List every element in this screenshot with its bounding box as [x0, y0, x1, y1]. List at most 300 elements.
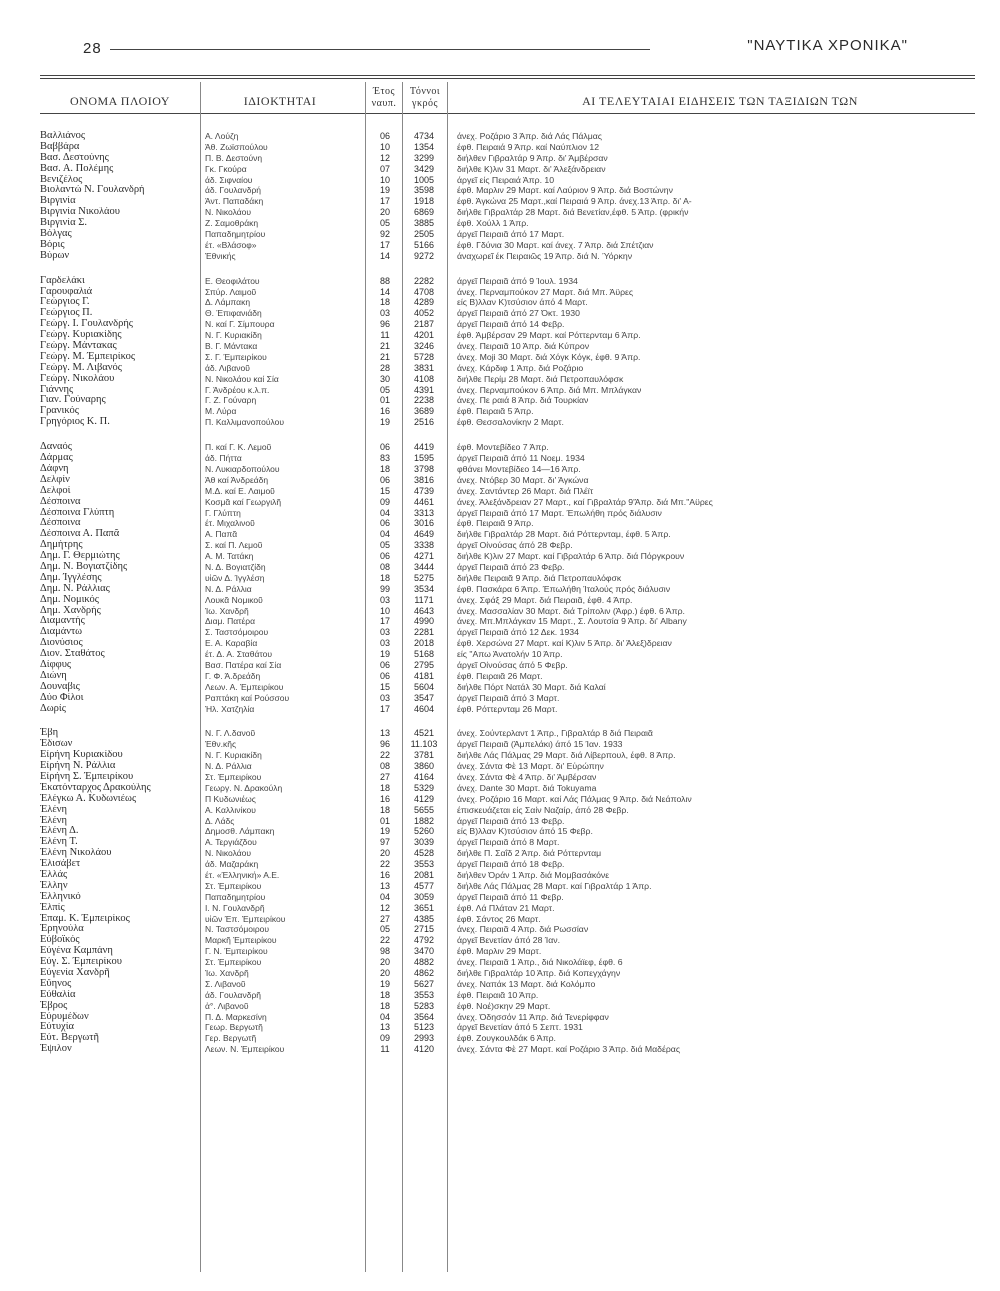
table-row: [0, 196, 1000, 207]
build-year: 08: [379, 561, 390, 572]
ship-name: Γαρδελάκι: [40, 275, 85, 286]
ship-name: Εὐτ. Βεργωτῆ: [40, 1033, 99, 1044]
table-row: [0, 352, 1000, 363]
gross-tons: 5166: [413, 239, 435, 250]
table-row: [0, 518, 1000, 529]
voyage-news: άνεχ. Κάρδιφ 1 Άπρ. διά Ροζάριο: [457, 362, 584, 373]
table-row: [0, 185, 1000, 196]
voyage-news: διήλθε Πόρτ Νατάλ 30 Μαρτ. διά Καλαί: [457, 681, 606, 692]
table-row: [0, 486, 1000, 497]
build-year: 27: [379, 913, 390, 924]
gross-tons: 5123: [413, 1022, 435, 1033]
ship-name: Δάφνη: [40, 463, 69, 474]
owner-name: άδ. Λιβανοῦ: [205, 362, 250, 373]
voyage-news: άργεῖ Πειραιᾶ άπό 11 Νοεμ. 1934: [457, 453, 585, 464]
build-year: 01: [379, 395, 390, 406]
owner-name: Γ. Ν. Έμπειρίκου: [205, 946, 268, 957]
ship-name: Εὐτυχία: [40, 1022, 75, 1033]
gross-tons: 3564: [413, 1011, 435, 1022]
build-year: 21: [379, 341, 390, 352]
ship-name: Έλένη: [40, 804, 68, 815]
gross-tons: 3338: [413, 540, 435, 551]
owner-name: Λεων. Α. Έμπειρίκου: [205, 681, 284, 692]
col-header-tons-l2: γκρός: [412, 98, 438, 109]
table-row: [0, 935, 1000, 946]
owner-name: Γ. Ζ. Γούναρη: [205, 395, 257, 406]
gross-tons: 5728: [413, 351, 435, 362]
table-row: [0, 660, 1000, 671]
owner-name: Μαρκῆ Έμπειρίκου: [205, 935, 277, 946]
build-year: 28: [379, 362, 390, 373]
build-year: 04: [379, 1011, 390, 1022]
voyage-news: διήλθε Γιβραλτάρ 10 Άπρ. διά Κοπεγχάγην: [457, 968, 621, 979]
table-row: [0, 276, 1000, 287]
voyage-news: άργεῖ Βενετίαν άπό 28 Ίαν.: [457, 935, 561, 946]
ship-name: Γεώργιος Γ.: [40, 297, 90, 308]
owner-name: Ν. Γ. Κυριακίδη: [205, 330, 262, 341]
table-row: [0, 464, 1000, 475]
ship-name: Διαμάντω: [40, 627, 83, 638]
table-row: [0, 1044, 1000, 1055]
table-row: [0, 859, 1000, 870]
gross-tons: 4181: [413, 670, 435, 681]
ship-name: Γεώργ. Μάντακας: [40, 341, 117, 352]
gross-tons: 4271: [413, 551, 435, 562]
voyage-news: άνεχ. Ροζάριο 3 Άπρ. διά Λάς Πάλμας: [457, 131, 602, 141]
gross-tons: 1005: [413, 174, 435, 185]
page-number: 28: [83, 40, 102, 57]
build-year: 06: [379, 131, 390, 141]
col-header-tons: [403, 86, 447, 110]
voyage-news: έπισκευάζεται είς Σαίν Ναζαίρ, άπό 28 Φεβρ.: [457, 804, 629, 815]
build-year: 09: [379, 496, 390, 507]
voyage-news: έφθ. Γδύνια 30 Μαρτ. καί άνεχ. 7 Άπρ. διά Σπέτζιαν: [457, 239, 654, 250]
table-row: [0, 816, 1000, 827]
owner-name: Έθνικής: [205, 250, 236, 261]
ship-name: Δουναβις: [40, 681, 80, 692]
voyage-news: διήλθε Περίμ 28 Μαρτ. διά Πετροπαυλόφσκ: [457, 373, 624, 384]
ship-name: Δέσποινα Α. Παπᾶ: [40, 529, 120, 540]
ship-name: Έκατόνταρχος Δρακούλης: [40, 782, 151, 793]
build-year: 03: [379, 692, 390, 703]
build-year: 14: [379, 286, 390, 297]
ship-name: Βόρις: [40, 239, 65, 250]
table-row: [0, 903, 1000, 914]
build-year: 05: [379, 924, 390, 935]
col-header-tons-l1: Τόννοι: [409, 86, 441, 97]
table-row: [0, 704, 1000, 715]
gross-tons: 3534: [413, 583, 435, 594]
gross-tons: 4577: [413, 880, 435, 891]
journal-title: "ΝΑΥΤΙΚΑ ΧΡΟΝΙΚΑ": [747, 37, 908, 54]
ship-name: Δημ. Χανδρής: [40, 605, 101, 616]
gross-tons: 4604: [413, 703, 435, 714]
voyage-news: άργεῖ Βενετίαν άπό 5 Σεπτ. 1931: [457, 1022, 583, 1033]
ship-name: Δημήτρης: [40, 540, 83, 551]
table-row: [0, 979, 1000, 990]
gross-tons: 3651: [413, 902, 435, 913]
owner-name: Θ. Έπιφανιάδη: [205, 308, 262, 319]
voyage-news: άνεχ. Πειραιᾶ 10 Άπρ. διά Κύπρον: [457, 341, 590, 352]
gross-tons: 4419: [413, 442, 435, 453]
build-year: 27: [379, 771, 390, 782]
gross-tons: 3039: [413, 837, 435, 848]
voyage-news: άνεχ. Σάντα Φὲ 4 Άπρ. δι' Άμβέρσαν: [457, 771, 597, 782]
build-year: 11: [380, 330, 390, 341]
build-year: 17: [379, 239, 390, 250]
ship-name: Γεώργ. Νικολάου: [40, 373, 115, 384]
table-row: [0, 164, 1000, 175]
voyage-news: διήλθε Λάς Πάλμας 29 Μαρτ. διά Λίβερπουλ, έφθ. 8 Άπρ.: [457, 750, 676, 761]
gross-tons: 1595: [413, 453, 435, 464]
build-year: 03: [379, 594, 390, 605]
table-row: [0, 308, 1000, 319]
build-year: 18: [379, 989, 390, 1000]
gross-tons: 6869: [413, 207, 435, 218]
table-row: [0, 837, 1000, 848]
table-row: [0, 417, 1000, 428]
build-year: 30: [379, 373, 390, 384]
ship-register-rows: [0, 131, 1000, 1055]
owner-name: Ι. Ν. Γουλανδρῆ: [205, 902, 265, 913]
ship-name: Έλέγκω Α. Κυδωνιέως: [40, 793, 137, 804]
build-year: 20: [379, 207, 390, 218]
owner-name: Δημοσθ. Λάμπακη: [205, 826, 275, 837]
ship-name: Εὐγένα Καμπάνη: [40, 946, 113, 957]
build-year: 04: [379, 507, 390, 518]
build-year: 20: [379, 968, 390, 979]
gross-tons: 4521: [413, 728, 435, 739]
voyage-news: άνεχ. Περναμπούκον 27 Μαρτ. διά Μπ. Άϋρες: [457, 286, 634, 297]
voyage-news: διήλθε Κ)λιν 31 Μαρτ. δι' Άλεξάνδρειαν: [457, 163, 606, 174]
ship-name: Δέσποινα Γλύπτη: [40, 507, 115, 518]
gross-tons: 3016: [413, 518, 435, 529]
ship-name: Έλένη: [40, 815, 68, 826]
build-year: 16: [379, 793, 390, 804]
gross-tons: 3689: [413, 406, 435, 417]
ship-name: Γαρουφαλιά: [40, 286, 93, 297]
gross-tons: 2516: [413, 417, 435, 428]
ship-name: Δωρίς: [40, 703, 66, 714]
gross-tons: 5604: [413, 681, 435, 692]
build-year: 96: [379, 739, 390, 750]
build-year: 06: [379, 474, 390, 485]
letter-group-gap: [0, 714, 1000, 728]
gross-tons: 3798: [413, 463, 435, 474]
ship-name: Έπαμ. Κ. Έμπειρίκος: [40, 913, 130, 924]
ship-name: Έλληνικό: [40, 891, 81, 902]
owner-name: άδ. Πήττα: [205, 453, 242, 464]
voyage-news: είς Β)λλαν Κ)τσύσιον άπό 4 Μαρτ.: [457, 297, 588, 308]
build-year: 99: [379, 583, 390, 594]
table-row: [0, 395, 1000, 406]
owner-name: Ν. Δ. Ράλλια: [205, 583, 252, 594]
gross-tons: 5627: [413, 978, 435, 989]
owner-name: Λεων. Ν. Έμπειρίκου: [205, 1044, 285, 1055]
build-year: 22: [379, 859, 390, 870]
voyage-news: είς "Απω Άνατολήν 10 Άπρ.: [457, 649, 563, 660]
build-year: 19: [379, 978, 390, 989]
table-row: [0, 968, 1000, 979]
voyage-news: διήλθε Λάς Πάλμας 28 Μαρτ. καί Γιβραλτάρ 1 Άπρ.: [457, 880, 652, 891]
build-year: 01: [379, 815, 390, 826]
owner-name: Π. Καλλιμανοπούλου: [205, 417, 285, 428]
ship-name: Γεώργ. Ι. Γουλανδρής: [40, 319, 133, 330]
build-year: 16: [379, 406, 390, 417]
owner-name: Σ. καί Π. Λεμοῦ: [205, 540, 263, 551]
owner-name: Μ. Λύρα: [205, 406, 237, 417]
ship-name: Βαββάρα: [40, 141, 80, 152]
build-year: 18: [379, 463, 390, 474]
voyage-news: άνεχ. Σούντερλαντ 1 Άπρ., Γιβραλτάρ 8 διά Πειραιᾶ: [457, 728, 653, 739]
voyage-news: άργεῖ Πειραιᾶ άπό 3 Μαρτ.: [457, 692, 560, 703]
ship-name: Εὐρυμέδων: [40, 1011, 89, 1022]
ship-name: Δημ. Γ. Θερμιώτης: [40, 551, 120, 562]
ship-name: Δάρμας: [40, 453, 73, 464]
table-row: [0, 805, 1000, 816]
voyage-news: έφθ. Νοέ)σκην 29 Μαρτ.: [457, 1000, 551, 1011]
table-row: [0, 794, 1000, 805]
ship-name: Γρηγόριος Κ. Π.: [40, 417, 110, 428]
build-year: 83: [379, 453, 390, 464]
ship-name: Δημ. Ν. Ράλλιας: [40, 583, 110, 594]
voyage-news: έφθ. Μοντεβίδεο 7 Άπρ.: [457, 442, 549, 453]
owner-name: υἱῶν Δ. Ίγγλέση: [205, 572, 265, 583]
build-year: 19: [379, 185, 390, 196]
gross-tons: 2238: [413, 395, 435, 406]
build-year: 17: [379, 616, 390, 627]
owner-name: Ν. Νικολάου: [205, 207, 252, 218]
ship-name: Γεώργ. Μ. Λιβανός: [40, 362, 122, 373]
ship-name: Διαμαντής: [40, 616, 85, 627]
col-header-year: [367, 86, 401, 110]
gross-tons: 2505: [413, 229, 435, 240]
voyage-news: άργεῖ Οίνούσας άπό 5 Φεβρ.: [457, 659, 568, 670]
table-row: [0, 1022, 1000, 1033]
table-row: [0, 892, 1000, 903]
owner-name: Α. Τεργιάζδου: [205, 837, 257, 848]
gross-tons: 2715: [413, 924, 435, 935]
gross-tons: 3246: [413, 341, 435, 352]
voyage-news: άργεῖ Πειραιᾶ άπό 11 Φεβρ.: [457, 891, 564, 902]
voyage-news: έφθ. Μαρλιν 29 Μαρτ. καί Λαύριον 9 Άπρ. διά Βοστώνην: [457, 185, 673, 196]
table-row: [0, 374, 1000, 385]
ship-name: Δαναός: [40, 442, 72, 453]
ship-name: Βαλλιάνος: [40, 131, 86, 141]
voyage-news: άνεχ. Πε ραιά 8 Άπρ. διά Τουρκίαν: [457, 395, 589, 406]
ship-name: Εὐγ. Σ. Έμπειρίκου: [40, 957, 122, 968]
gross-tons: 4882: [413, 957, 435, 968]
gross-tons: 2795: [413, 659, 435, 670]
voyage-news: άνεχ. Ναπάκ 13 Μαρτ. διά Κολόμπο: [457, 978, 596, 989]
build-year: 15: [379, 681, 390, 692]
build-year: 06: [379, 551, 390, 562]
table-row: [0, 957, 1000, 968]
ship-name: Γεώργ. Μ. Έμπειρίκος: [40, 351, 136, 362]
voyage-news: διήλθε Π. Σαΐδ 2 Άπρ. διά Ρόττερνταμ: [457, 848, 602, 859]
voyage-news: έφθ. Ρόττερνταμ 26 Μαρτ.: [457, 703, 558, 714]
build-year: 06: [379, 518, 390, 529]
owner-name: Μ.Δ. καί Ε. Λαιμοῦ: [205, 485, 275, 496]
gross-tons: 2281: [413, 627, 435, 638]
gross-tons: 4201: [413, 330, 435, 341]
ship-name: Βιργινία Νικολάου: [40, 207, 120, 218]
gross-tons: 2282: [413, 275, 435, 286]
owner-name: Σπύρ. Λαιμοῦ: [205, 286, 257, 297]
ship-name: Έβη: [40, 728, 59, 739]
voyage-news: άνεχ. Σφάξ 29 Μαρτ. διά Πειραιᾶ, έφθ. 4 Άπρ.: [457, 594, 633, 605]
build-year: 92: [379, 229, 390, 240]
build-year: 10: [379, 605, 390, 616]
table-row: [0, 131, 1000, 142]
build-year: 20: [379, 848, 390, 859]
gross-tons: 11.103: [410, 739, 438, 750]
owner-name: Ν. Ταστσόμοιρου: [205, 924, 270, 935]
table-row: [0, 453, 1000, 464]
gross-tons: 3553: [413, 859, 435, 870]
gross-tons: 4862: [413, 968, 435, 979]
ship-name: Εἰρήνη Ν. Ράλλια: [40, 761, 116, 772]
build-year: 14: [379, 250, 390, 261]
build-year: 97: [379, 837, 390, 848]
voyage-news: άργεῖ είς Πειραιά Άπρ. 10: [457, 174, 555, 185]
voyage-news: διήλθεν Όράν 1 Άπρ. διά Μομβασάκόνε: [457, 870, 610, 880]
gross-tons: 4708: [413, 286, 435, 297]
owner-name: Ν. Γ. Λ.δανοῦ: [205, 728, 256, 739]
build-year: 08: [379, 761, 390, 772]
ship-name: Δέσποινα: [40, 496, 81, 507]
build-year: 04: [379, 529, 390, 540]
owner-name: Ήλ. Χατζηλία: [205, 703, 255, 714]
col-header-news: ΑΙ ΤΕΛΕΥΤΑΙΑΙ ΕΙΔΗΣΕΙΣ ΤΩΝ ΤΑΞΙΔΙΩΝ ΤΩΝ: [582, 94, 858, 108]
owner-name: Ν. Νικολάου: [205, 848, 252, 859]
owner-name: Α. Μ. Τατάκη: [205, 551, 254, 562]
gross-tons: 9272: [413, 250, 435, 261]
build-year: 19: [379, 826, 390, 837]
build-year: 18: [379, 297, 390, 308]
ship-name: Γεώργ. Κυριακίδης: [40, 330, 122, 341]
owner-name: Γεωργ. Ν. Δρακούλη: [205, 782, 283, 793]
owner-name: Σ. Γ. Έμπειρίκου: [205, 351, 267, 362]
table-row: [0, 638, 1000, 649]
voyage-news: έφθ. Μαρλιν 29 Μαρτ.: [457, 946, 542, 957]
voyage-news: διήλθε Γιβραλτάρ 28 Μαρτ. διά Βενετίαν,έφθ. 5 Άπρ. (φρικήν: [457, 207, 689, 218]
table-row: [0, 728, 1000, 739]
gross-tons: 3299: [413, 152, 435, 163]
gross-tons: 3831: [413, 362, 435, 373]
voyage-news: άργεῖ Πειραιᾶ (Άμπελάκι) άπό 15 Ίαν. 1933: [457, 739, 623, 750]
gross-tons: 2993: [413, 1033, 435, 1044]
build-year: 98: [379, 946, 390, 957]
build-year: 21: [379, 351, 390, 362]
ship-name: Εὐθαλία: [40, 989, 76, 1000]
gross-tons: 4164: [413, 771, 435, 782]
col-header-owner: ΙΔΙΟΚΤΗΤΑΙ: [243, 94, 317, 108]
build-year: 03: [379, 308, 390, 319]
voyage-news: άργεῖ Πειραιᾶ άπό 14 Φεβρ.: [457, 319, 565, 330]
table-row: [0, 229, 1000, 240]
gross-tons: 4391: [413, 384, 435, 395]
owner-name: Γ. Φ. Ά.δρεάδη: [205, 670, 261, 681]
build-year: 96: [379, 319, 390, 330]
header-rule: [110, 49, 650, 50]
table-row: [0, 442, 1000, 453]
gross-tons: 2018: [413, 638, 435, 649]
gross-tons: 4120: [413, 1044, 435, 1055]
col-header-year-l2: ναυπ.: [371, 98, 397, 109]
table-row: [0, 207, 1000, 218]
build-year: 03: [379, 627, 390, 638]
voyage-news: διήλθε Κ)λιν 27 Μαρτ. καί Γιβραλτάρ 6 Άπρ. διά Πόργκρουν: [457, 551, 685, 562]
owner-name: Ίω. Χανδρῆ: [205, 968, 249, 979]
ship-name: Διώνη: [40, 670, 67, 681]
build-year: 17: [379, 703, 390, 714]
letter-group-gap: [0, 262, 1000, 276]
voyage-news: διήλθε Γιβραλτάρ 28 Μαρτ. διά Ρόττερνταμ, έφθ. 5 Άπρ.: [457, 529, 671, 540]
build-year: 19: [379, 649, 390, 660]
voyage-news: έφθ. Πειραιᾶ 5 Άπρ.: [457, 406, 534, 417]
build-year: 09: [379, 1033, 390, 1044]
voyage-news: έφθ. Πειραιᾶ 9 Άπρ.: [457, 518, 534, 529]
build-year: 22: [379, 750, 390, 761]
ship-name: Δελφίν: [40, 474, 70, 485]
gross-tons: 4385: [413, 913, 435, 924]
gross-tons: 4990: [413, 616, 435, 627]
letter-group-gap: [0, 428, 1000, 442]
voyage-news: άργεῖ Πειραιᾶ άπό 13 Φεβρ.: [457, 815, 565, 826]
owner-name: έτ. «Έλληνική» Α.Ε.: [205, 870, 280, 880]
owner-name: Στ. Έμπειρίκου: [205, 880, 262, 891]
gross-tons: 3429: [413, 163, 435, 174]
ship-name: Γιαν. Γούναρης: [40, 395, 106, 406]
ship-name: Δύο Φίλοι: [40, 692, 84, 703]
owner-name: Ε. Α. Καραβία: [205, 638, 258, 649]
owner-name: Α. Λούζη: [205, 131, 239, 141]
gross-tons: 4129: [413, 793, 435, 804]
gross-tons: 3313: [413, 507, 435, 518]
owner-name: έτ. Μιχαλινοῦ: [205, 518, 255, 529]
build-year: 06: [379, 670, 390, 681]
table-row: [0, 616, 1000, 627]
ship-name: Γρανικός: [40, 406, 79, 417]
voyage-news: άργεῖ Πειραιᾶ άπό 27 Όκτ. 1930: [457, 308, 580, 319]
build-year: 19: [379, 417, 390, 428]
ship-name: Βασ. Α. Πολέμης: [40, 163, 114, 174]
voyage-news: έφθ. Ζουγκουλδάκ 6 Άπρ.: [457, 1033, 556, 1044]
voyage-news: άργεῖ Πειραιᾶ άπό 17 Μαρτ. Έπωλήθη πρός διάλυσιν: [457, 507, 662, 518]
gross-tons: 1882: [413, 815, 435, 826]
owner-name: Λουκᾶ Νομικοῦ: [205, 594, 263, 605]
gross-tons: 4643: [413, 605, 435, 616]
owner-name: Γ. Γλύπτη: [205, 507, 241, 518]
voyage-news: έφθ. Πασκάρα 6 Άπρ. Έπωλήθη Ίταλούς πρός διάλυσιν: [457, 583, 671, 594]
table-row: [0, 497, 1000, 508]
voyage-news: άνεχ. Moji 30 Μαρτ. διά Χόγκ Κόγκ, έφθ. 9 Άπρ.: [457, 351, 641, 362]
voyage-news: διήλθε Πειραιᾶ 9 Άπρ. διά Πετροπαυλόφσκ: [457, 572, 622, 583]
owner-name: Α. Παπᾶ: [205, 529, 238, 540]
table-row: [0, 508, 1000, 519]
ship-name: Βενιζέλος: [40, 174, 83, 185]
owner-name: Ν. Λυκιαρδοπούλου: [205, 463, 280, 474]
table-row: [0, 826, 1000, 837]
gross-tons: 2081: [413, 870, 435, 880]
gross-tons: 3598: [413, 185, 435, 196]
voyage-news: άργεῖ Πειραιᾶ άπό 8 Μαρτ.: [457, 837, 560, 848]
ship-name: Βιργινία: [40, 196, 76, 207]
col-header-ship: ΟΝΟΜΑ ΠΛΟΙΟΥ: [70, 94, 170, 108]
build-year: 12: [379, 902, 390, 913]
table-row: [0, 881, 1000, 892]
